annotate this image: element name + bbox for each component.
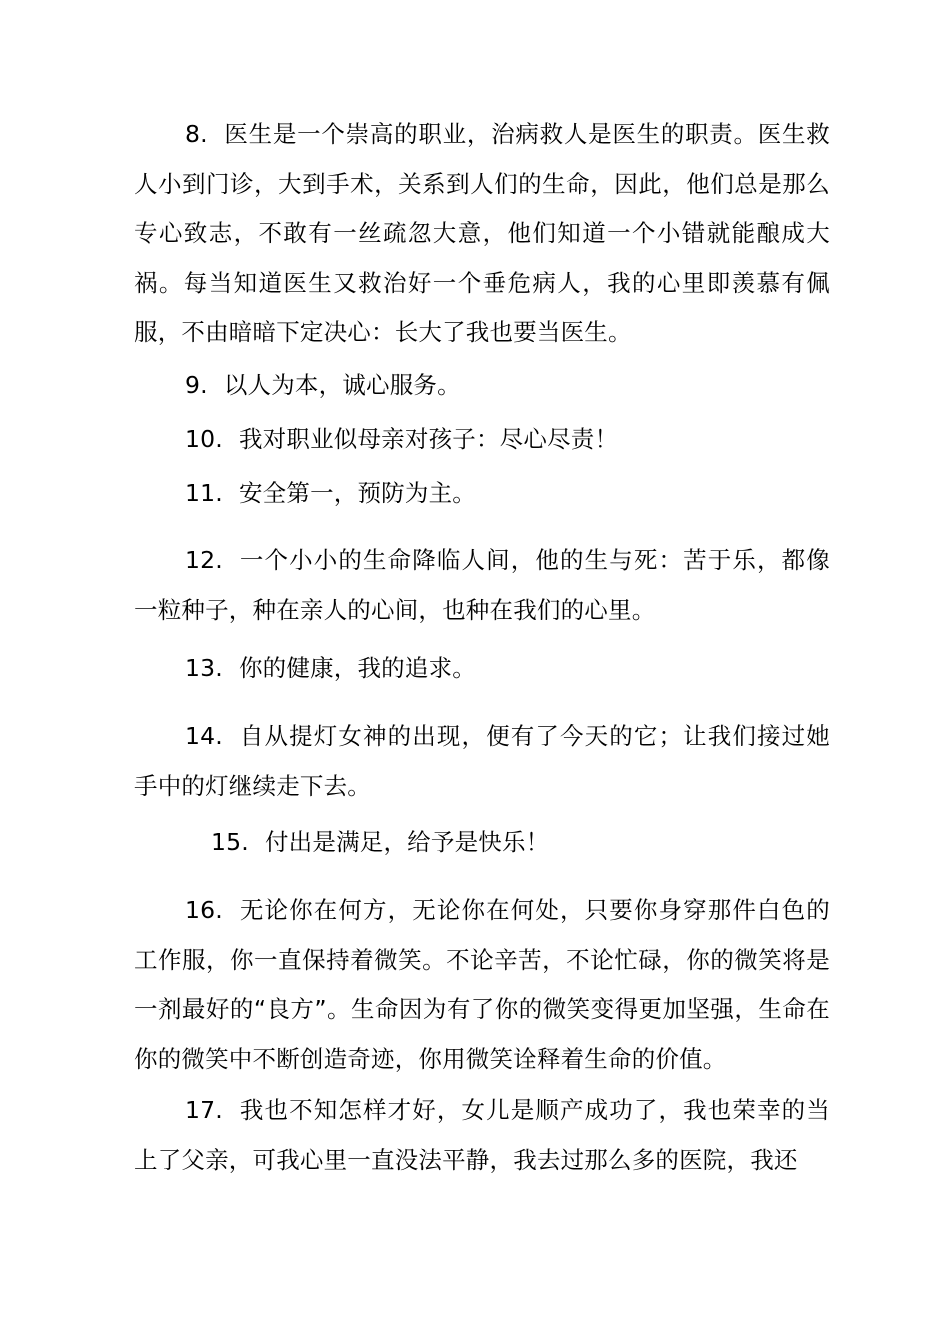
item-text: 自从提灯女神的出现，便有了今天的它；让我们接过她手中的灯继续走下去。 (134, 722, 830, 800)
item-text: 我也不知怎样才好，女儿是顺产成功了，我也荣幸的当上了父亲，可我心里一直没法平静，我去过那么多的医院，我还 (134, 1096, 830, 1174)
item-number: 13. (185, 654, 223, 682)
list-item (134, 712, 830, 811)
item-text: 一个小小的生命降临人间，他的生与死：苦于乐，都像一粒种子，种在亲人的心间，也种在我们的心里。 (134, 546, 830, 624)
list-item (134, 469, 830, 519)
item-number: 8. (185, 120, 208, 148)
item-number: 10. (185, 425, 223, 453)
item-text: 医生是一个崇高的职业，治病救人是医生的职责。医生救人小到门诊，大到手术，关系到人们的生命，因此，他们总是那么专心致志，不敢有一丝疏忽大意，他们知道一个小错就能酿成大祸。每当知道医生又救治好一个垂危病人，我的心里即羡慕有佩服，不由暗暗下定决心：长大了我也要当医生。 (134, 120, 830, 347)
item-number: 11. (185, 479, 223, 507)
item-number: 16. (185, 896, 223, 924)
list-item (134, 1086, 830, 1185)
list-item (134, 644, 830, 694)
list-item (134, 110, 830, 358)
item-number: 14. (185, 722, 223, 750)
list-item (134, 886, 830, 1084)
item-text: 安全第一，预防为主。 (238, 479, 476, 507)
item-number: 12. (185, 546, 223, 574)
item-text: 以人为本，诚心服务。 (223, 371, 461, 399)
item-number: 9. (185, 371, 208, 399)
list-item (134, 818, 830, 868)
list-item (134, 536, 830, 635)
item-text: 我对职业似母亲对孩子：尽心尽责！ (238, 425, 619, 453)
item-text: 付出是满足，给予是快乐！ (264, 828, 550, 856)
list-item (134, 361, 830, 411)
item-number: 17. (185, 1096, 223, 1124)
list-item (134, 415, 830, 465)
item-text: 你的健康，我的追求。 (238, 654, 476, 682)
item-text: 无论你在何方，无论你在何处，只要你身穿那件白色的工作服，你一直保持着微笑。不论辛苦，不论忙碌，你的微笑将是一剂最好的“良方”。生命因为有了你的微笑变得更加坚强，生命在你的微笑中不断创造奇迹，你用微笑诠释着生命的价值。 (134, 896, 830, 1073)
item-number: 15. (211, 828, 249, 856)
